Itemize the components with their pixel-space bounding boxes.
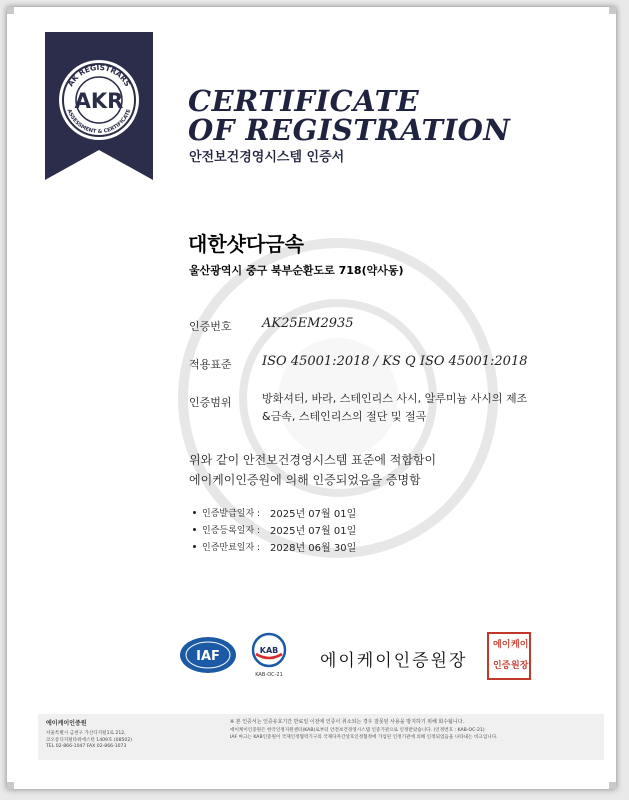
certificate-footer: [38, 714, 604, 760]
badge-center-text: AKR: [74, 89, 124, 113]
bullet-icon: [193, 545, 196, 548]
registration-date-value: 2025년 07월 01일: [270, 526, 357, 537]
company-name: 대한샷다금속: [188, 232, 304, 256]
frame-corner: [609, 782, 616, 789]
issuer-name: 에이케이인증원장: [320, 651, 468, 671]
issue-date-label: 인증발급일자 :: [202, 509, 261, 519]
iaf-logo: [178, 635, 238, 675]
footer-note-2: 에이케이인증원은 한국인정지원센터(KAB)로부터 안전보건경영시스템 인증기관으로 인정받았습니다. (인정번호 : KAB-OC-21): [230, 728, 485, 733]
footer-org-name: 에이케이인증원: [46, 720, 87, 727]
scope-label: 인증범위: [189, 396, 232, 409]
title-korean: 안전보건경영시스템 인증서: [189, 150, 345, 165]
scope-line-2: &금속, 스테인리스의 절단 및 절곡: [262, 410, 427, 423]
seal-char: 원장: [511, 661, 529, 671]
footer-note-3: IAF 마크는 KAB인증원이 국제인정협력기구의 국제다자간상호인정협정에 가입된 인정기관에 의해 인정되었음을 나타내는 비크입니다.: [230, 735, 498, 740]
iaf-text: IAF: [196, 649, 220, 664]
kab-logo: [248, 632, 290, 680]
expiry-date-row: [193, 539, 356, 554]
frame-corner: [609, 7, 616, 14]
issue-date-row: [193, 505, 356, 520]
kab-code: KAB-OC-21: [255, 672, 283, 678]
seal-char: 에이: [493, 640, 511, 650]
expiry-date-label: 인증만료일자 :: [202, 543, 261, 553]
official-seal: [487, 632, 531, 680]
title-line-1: CERTIFICATE: [188, 84, 420, 118]
scope-text: [262, 390, 527, 426]
seal-char: 케이: [511, 640, 529, 650]
seal-char: 인증: [493, 661, 511, 671]
scope-line-1: 방화셔터, 바라, 스테인리스 사시, 알루미늄 사시의 제조: [262, 392, 528, 405]
kab-text: KAB: [259, 646, 279, 655]
registration-date-row: [193, 522, 356, 537]
standard-value: ISO 45001:2018 / KS Q ISO 45001:2018: [262, 354, 528, 369]
company-address: 울산광역시 중구 북부순환도로 718(약사동): [189, 264, 404, 277]
issue-date-value: 2025년 07월 01일: [270, 509, 357, 520]
badge-bottom-text: ASSESSMENT & CERTIFICATE: [65, 108, 133, 136]
badge-top-text: AK REGISTRARS: [65, 62, 133, 89]
statement-line-1: 위와 같이 안전보건경영시스템 표준에 적합함이: [189, 453, 437, 467]
bullet-icon: [193, 528, 196, 531]
frame-corner: [7, 782, 14, 789]
statement-line-2: 에이케이인증원에 의해 인증되었음을 증명함: [189, 473, 421, 487]
footer-note-1: ※ 본 인증서는 인증유효기간 반료일 이전에 인증이 취소되는 경우 잘못된 사용을 방지하기 위해 회수됩니다.: [230, 719, 465, 725]
title-line-2: OF REGISTRATION: [188, 113, 511, 147]
standard-label: 적용표준: [189, 358, 232, 371]
footer-address-1: 서울특별시 금천구 가산디지털1로 212,: [46, 731, 126, 736]
frame-corner: [7, 7, 14, 14]
footer-contact: TEL 02-866-1047 FAX 02-866-1073: [46, 744, 127, 749]
expiry-date-value: 2028년 06월 30일: [270, 543, 357, 554]
footer-address-2: 코오롱디지털타워에스턴 1409호 (08502): [46, 738, 133, 743]
certification-statement: [189, 450, 436, 490]
akr-ribbon-badge: [45, 32, 153, 180]
cert-number-label: 인증번호: [189, 320, 232, 333]
registration-date-label: 인증등록일자 :: [202, 526, 261, 536]
cert-number: AK25EM2935: [262, 316, 354, 331]
bullet-icon: [193, 511, 196, 514]
